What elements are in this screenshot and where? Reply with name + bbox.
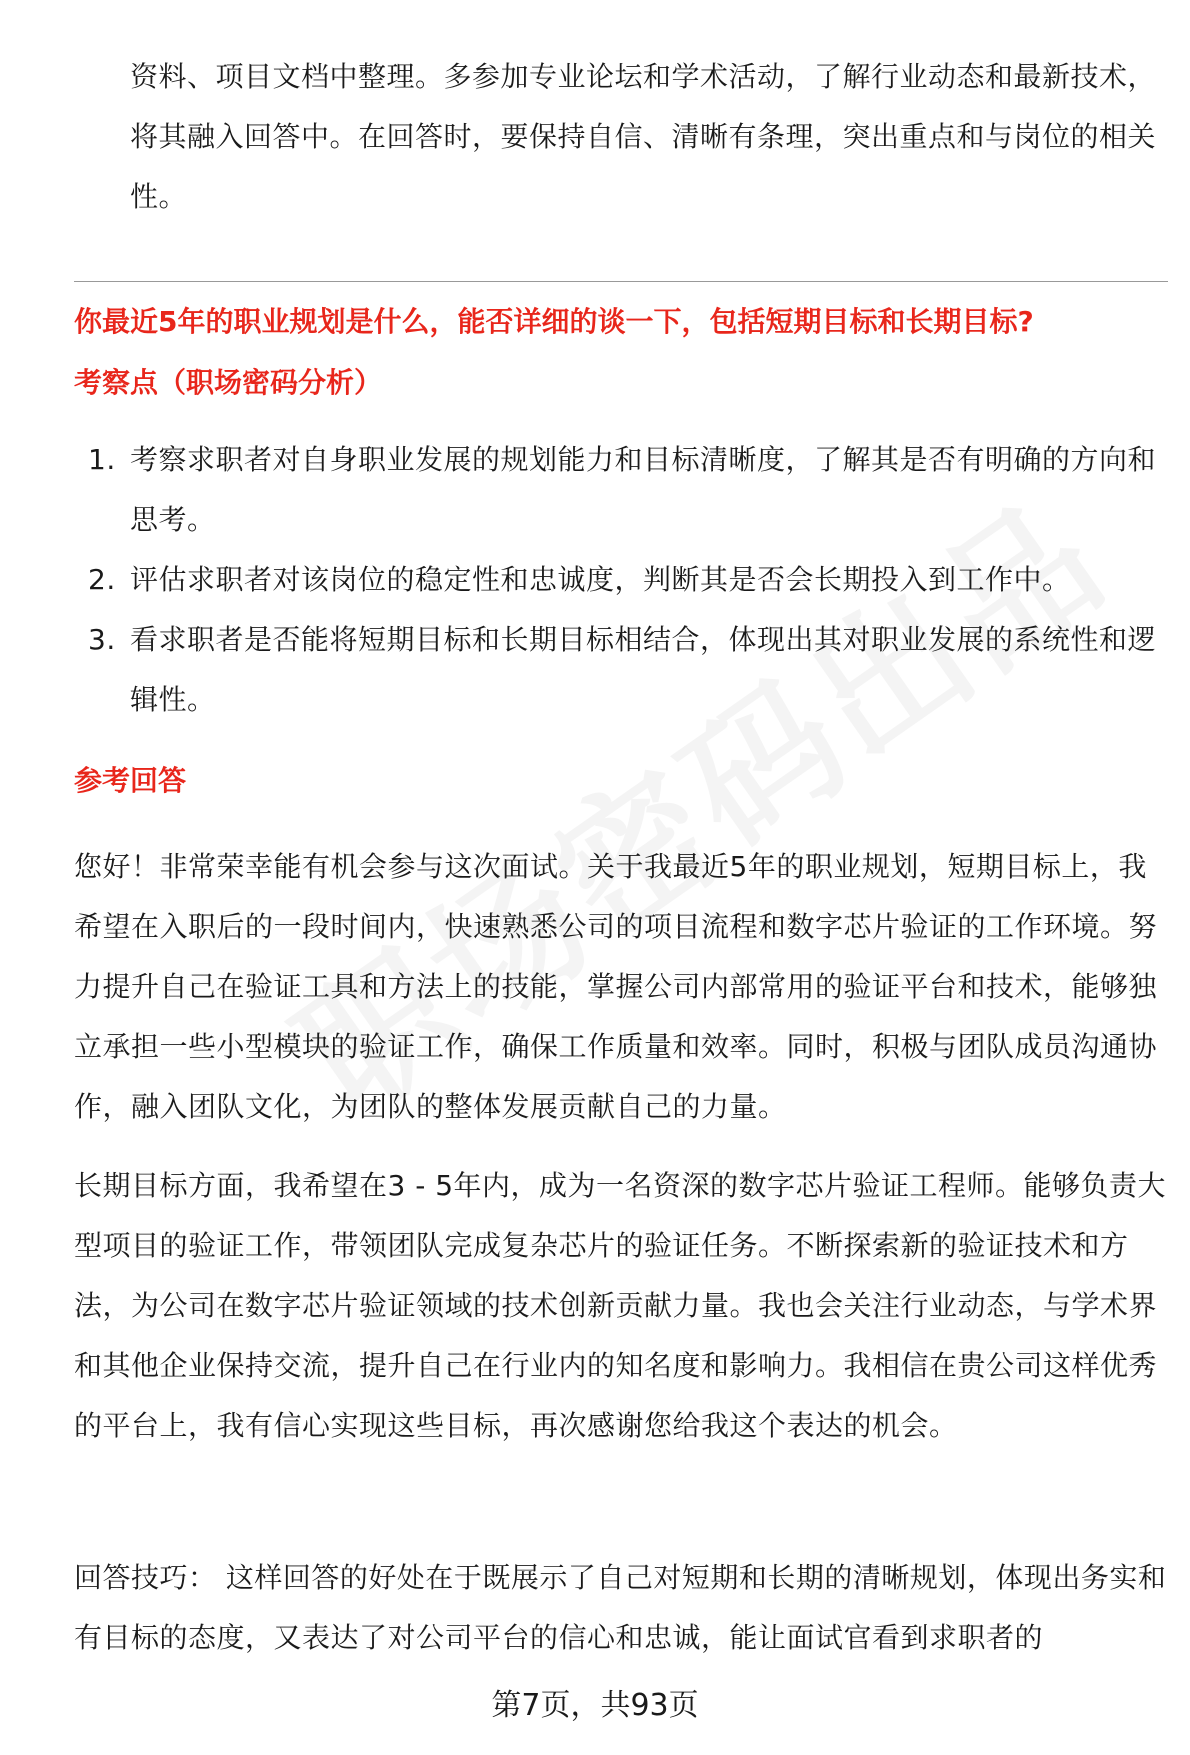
list-item-text: 评估求职者对该岗位的稳定性和忠诚度，判断其是否会长期投入到工作中。 (130, 563, 1071, 596)
list-item-number: 1. (88, 443, 116, 476)
list-item-text: 看求职者是否能将短期目标和长期目标相结合，体现出其对职业发展的系统性和逻辑性。 (130, 623, 1157, 716)
list-item (74, 550, 1168, 610)
analysis-points-list (74, 430, 1168, 730)
list-item-number: 2. (88, 563, 116, 596)
list-item-number: 3. (88, 623, 116, 656)
answer-paragraph: 您好！非常荣幸能有机会参与这次面试。关于我最近5年的职业规划，短期目标上，我希望在入职后的一段时间内，快速熟悉公司的项目流程和数字芯片验证的工作环境。努力提升自己在验证工具和方法上的技能，掌握公司内部常用的验证平台和技术，能够独立承担一些小型模块的验证工作，确保工作质量和效率。同时，积极与团队成员沟通协作，融入团队文化，为团队的整体发展贡献自己的力量。 (74, 850, 1158, 1123)
answer-paragraph: 长期目标方面，我希望在3 - 5年内，成为一名资深的数字芯片验证工程师。能够负责大型项目的验证工作，带领团队完成复杂芯片的验证任务。不断探索新的验证技术和方法，为公司在数字芯片验证领域的技术创新贡献力量。我也会关注行业动态，与学术界和其他企业保持交流，提升自己在行业内的知名度和影响力。我相信在贵公司这样优秀的平台上，我有信心实现这些目标，再次感谢您给我这个表达的机会。 (74, 1169, 1167, 1442)
answer-tips-paragraph: 回答技巧： 这样回答的好处在于既展示了自己对短期和长期的清晰规划，体现出务实和有目标的态度，又表达了对公司平台的信心和忠诚，能让面试官看到求职者的 (74, 1561, 1167, 1654)
interview-question: 你最近5年的职业规划是什么，能否详细的谈一下，包括短期目标和长期目标? (74, 305, 1034, 338)
analysis-heading: 考察点（职场密码分析） (74, 366, 383, 399)
answer-heading: 参考回答 (74, 764, 187, 797)
page-number: 第7页，共93页 (491, 1688, 699, 1723)
continued-paragraph: 资料、项目文档中整理。多参加专业论坛和学术活动，了解行业动态和最新技术，将其融入回答中。在回答时，要保持自信、清晰有条理，突出重点和与岗位的相关性。 (130, 60, 1157, 213)
list-item-text: 考察求职者对自身职业发展的规划能力和目标清晰度，了解其是否有明确的方向和思考。 (130, 443, 1157, 536)
list-item (74, 430, 1168, 550)
list-item (74, 610, 1168, 730)
section-divider (74, 281, 1168, 282)
